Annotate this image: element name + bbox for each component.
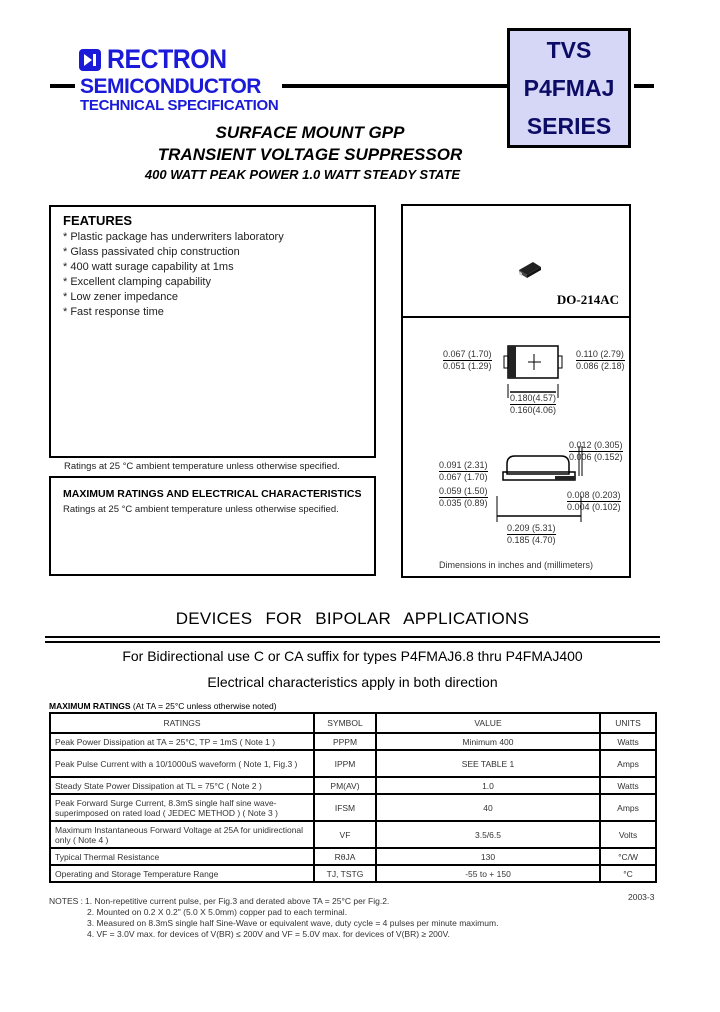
- table-row: [50, 794, 656, 821]
- revision-date: 2003-3: [628, 892, 655, 902]
- cell-rating: Peak Forward Surge Current, 8.3mS single half sine wave- superimposed on rated load ( JEDEC METHOD ) ( Note 3 ): [50, 794, 314, 821]
- dim-value: 0.012 (0.305): [569, 440, 623, 450]
- package-name: DO-214AC: [556, 292, 619, 307]
- features-footnote: Ratings at 25 °C ambient temperature unless otherwise specified.: [64, 461, 340, 472]
- dim-value: 0.008 (0.203): [567, 490, 621, 500]
- product-title-1: SURFACE MOUNT GPP: [215, 123, 405, 142]
- cell-units: Watts: [600, 777, 656, 794]
- feature-item: * Plastic package has underwriters laboratory: [63, 231, 284, 243]
- cell-value: 3.5/6.5: [376, 821, 600, 848]
- cell-symbol: PPPM: [314, 733, 376, 750]
- dim-value: 0.067 (1.70): [439, 472, 488, 482]
- dim-value: 0.067 (1.70): [443, 349, 492, 359]
- cell-value: 1.0: [376, 777, 600, 794]
- cell-value: Minimum 400: [376, 733, 600, 750]
- brand-subtitle: SEMICONDUCTOR: [80, 75, 261, 98]
- dim-value: 0.035 (0.89): [439, 498, 488, 508]
- cell-rating: Operating and Storage Temperature Range: [50, 865, 314, 882]
- cell-rating: Steady State Power Dissipation at TL = 75°C ( Note 2 ): [50, 777, 314, 794]
- brand-name: RECTRON: [107, 44, 227, 74]
- cell-rating: Peak Power Dissipation at TA = 25°C, TP = 1mS ( Note 1 ): [50, 733, 314, 750]
- cell-units: °C/W: [600, 848, 656, 865]
- table-row: [50, 865, 656, 882]
- ratings-note: Ratings at 25 °C ambient temperature unless otherwise specified.: [63, 504, 339, 515]
- brand-tagline: TECHNICAL SPECIFICATION: [80, 97, 279, 114]
- feature-item: * 400 watt surage capability at 1ms: [63, 261, 234, 273]
- table-caption-rest: (At TA = 25°C unless otherwise noted): [130, 701, 277, 711]
- dim-value: 0.180(4.57): [510, 393, 557, 403]
- dim-side-height: [439, 460, 488, 483]
- cell-symbol: RθJA: [314, 848, 376, 865]
- note-item: 4. VF = 3.0V max. for devices of V(BR) ≤ 200V and VF = 5.0V max. for devices of V(BR) ≥ 200V.: [87, 929, 450, 939]
- product-title-3: 400 WATT PEAK POWER 1.0 WATT STEADY STATE: [144, 167, 461, 182]
- header-rule-middle: [282, 84, 507, 88]
- cell-symbol: VF: [314, 821, 376, 848]
- cell-symbol: PM(AV): [314, 777, 376, 794]
- dim-value: 0.091 (2.31): [439, 460, 488, 470]
- series-line-1: TVS: [546, 37, 592, 63]
- feature-item: * Excellent clamping capability: [63, 276, 211, 288]
- dim-value: 0.110 (2.79): [576, 349, 624, 359]
- bipolar-heading: DEVICES FOR BIPOLAR APPLICATIONS: [175, 609, 530, 628]
- note-item: 3. Measured on 8.3mS single half Sine-Wave or equivalent wave, duty cycle = 4 pulses per minute maximum.: [87, 918, 499, 928]
- rule-1: [45, 636, 660, 638]
- cell-symbol: IFSM: [314, 794, 376, 821]
- table-row: [50, 733, 656, 750]
- col-header-value: VALUE: [376, 713, 600, 733]
- product-title-2: TRANSIENT VOLTAGE SUPPRESSOR: [157, 145, 463, 164]
- dim-value: 0.209 (5.31): [507, 523, 556, 533]
- table-row: [50, 848, 656, 865]
- notes-block: [49, 896, 498, 940]
- table-row: [50, 777, 656, 794]
- cell-value: SEE TABLE 1: [376, 750, 600, 777]
- header-rule-left: [50, 84, 75, 88]
- dim-side-standoff: [567, 490, 621, 513]
- cell-units: Volts: [600, 821, 656, 848]
- bidirectional-note: For Bidirectional use C or CA suffix for types P4FMAJ6.8 thru P4FMAJ400: [122, 648, 583, 664]
- rule-2: [45, 641, 660, 643]
- dimension-caption: Dimensions in inches and (millimeters): [438, 560, 594, 570]
- table-caption-bold: MAXIMUM RATINGS: [49, 701, 131, 711]
- cell-units: Amps: [600, 794, 656, 821]
- ratings-summary-box: [49, 476, 376, 576]
- cell-units: Watts: [600, 733, 656, 750]
- col-header-units: UNITS: [600, 713, 656, 733]
- note-item: 2. Mounted on 0.2 X 0.2" (5.0 X 5.0mm) copper pad to each terminal.: [87, 907, 348, 917]
- cell-value: 130: [376, 848, 600, 865]
- package-divider: [403, 316, 629, 318]
- feature-item: * Fast response time: [63, 306, 164, 318]
- dim-top-length: [510, 393, 556, 416]
- features-box: [49, 205, 376, 458]
- dim-top-right: [576, 349, 625, 372]
- dim-value: 0.160(4.06): [510, 405, 557, 415]
- features-heading: FEATURES: [63, 213, 133, 228]
- dim-top-left: [443, 349, 492, 372]
- notes-label: NOTES :: [49, 896, 84, 906]
- cell-value: -55 to + 150: [376, 865, 600, 882]
- dim-side-lead: [569, 440, 623, 463]
- col-header-symbol: SYMBOL: [314, 713, 376, 733]
- feature-item: * Low zener impedance: [63, 291, 178, 303]
- cell-symbol: TJ, TSTG: [314, 865, 376, 882]
- cell-units: Amps: [600, 750, 656, 777]
- table-header-row: [50, 713, 656, 733]
- dim-value: 0.004 (0.102): [567, 502, 621, 512]
- table-row: [50, 750, 656, 777]
- ratings-heading: MAXIMUM RATINGS AND ELECTRICAL CHARACTERISTICS: [63, 488, 362, 500]
- table-caption: [49, 701, 277, 711]
- package-panel: [401, 204, 631, 578]
- dim-side-overall: [507, 523, 556, 546]
- cell-units: °C: [600, 865, 656, 882]
- dim-value: 0.086 (2.18): [576, 361, 625, 371]
- max-ratings-table: [49, 712, 657, 883]
- cell-value: 40: [376, 794, 600, 821]
- rectron-logo-icon: [79, 49, 101, 71]
- dim-value: 0.051 (1.29): [443, 361, 492, 371]
- cell-symbol: IPPM: [314, 750, 376, 777]
- company-logo: [79, 46, 237, 73]
- table-row: [50, 821, 656, 848]
- dim-value: 0.006 (0.152): [569, 452, 623, 462]
- series-line-2: P4FMAJ: [523, 75, 615, 101]
- cell-rating: Maximum Instantaneous Forward Voltage at 25A for unidirectional only ( Note 4 ): [50, 821, 314, 848]
- feature-item: * Glass passivated chip construction: [63, 246, 240, 258]
- note-item: 1. Non-repetitive current pulse, per Fig.3 and derated above TA = 25°C per Fig.2.: [85, 896, 390, 906]
- direction-note: Electrical characteristics apply in both direction: [207, 674, 498, 690]
- dim-value: 0.059 (1.50): [439, 486, 488, 496]
- col-header-ratings: RATINGS: [50, 713, 314, 733]
- cell-rating: Peak Pulse Current with a 10/1000uS waveform ( Note 1, Fig.3 ): [50, 750, 314, 777]
- package-photo-icon: [515, 256, 545, 280]
- series-line-3: SERIES: [526, 113, 612, 139]
- dim-side-foot: [439, 486, 488, 509]
- header-rule-right: [634, 84, 654, 88]
- dim-value: 0.185 (4.70): [507, 535, 556, 545]
- cell-rating: Typical Thermal Resistance: [50, 848, 314, 865]
